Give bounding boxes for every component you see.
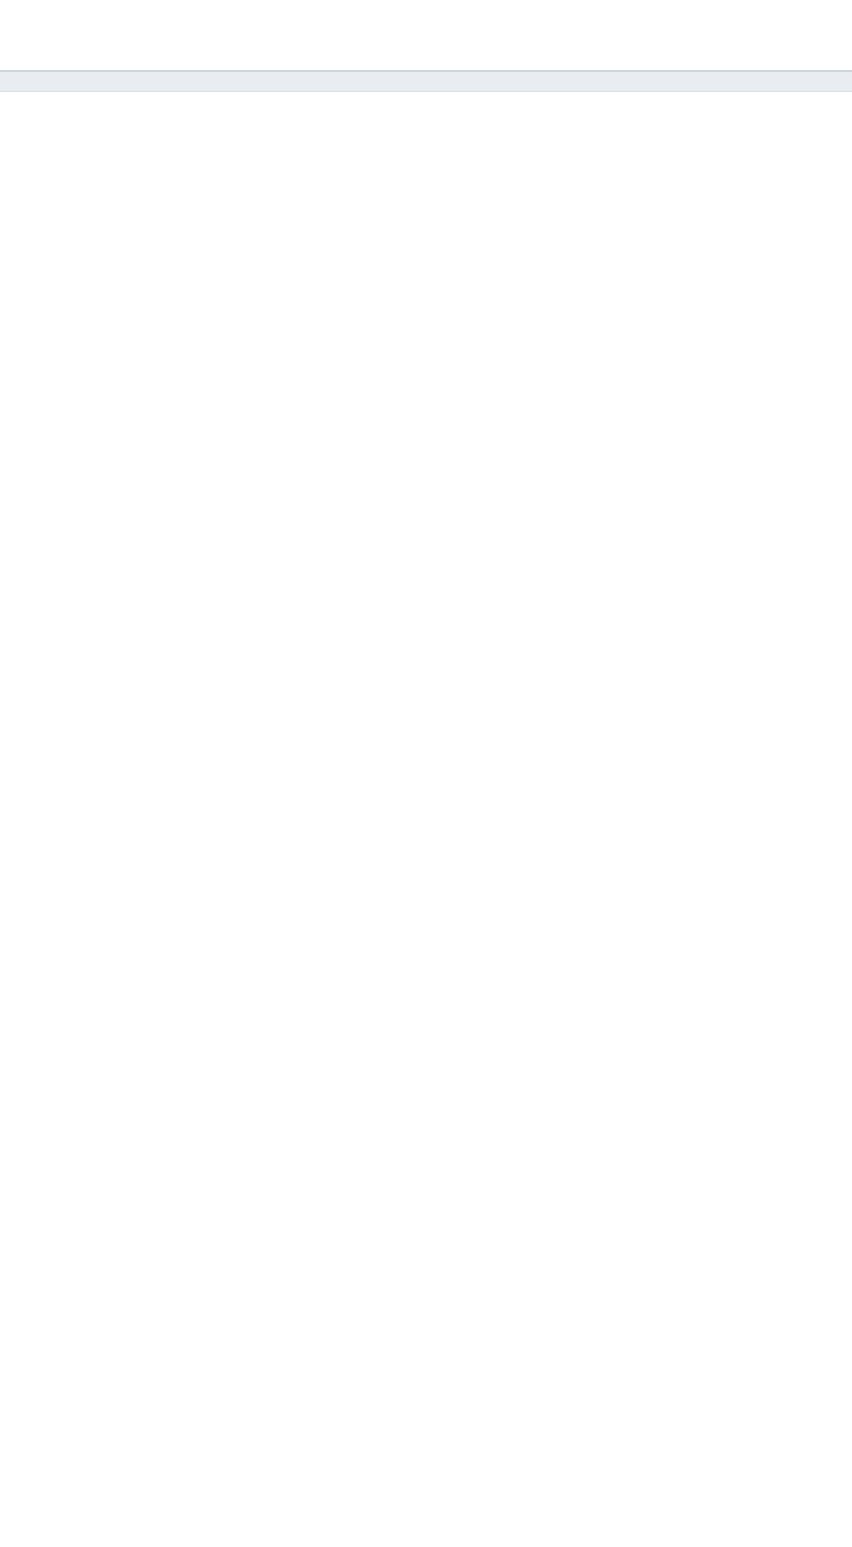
page-break-separator bbox=[0, 70, 852, 92]
